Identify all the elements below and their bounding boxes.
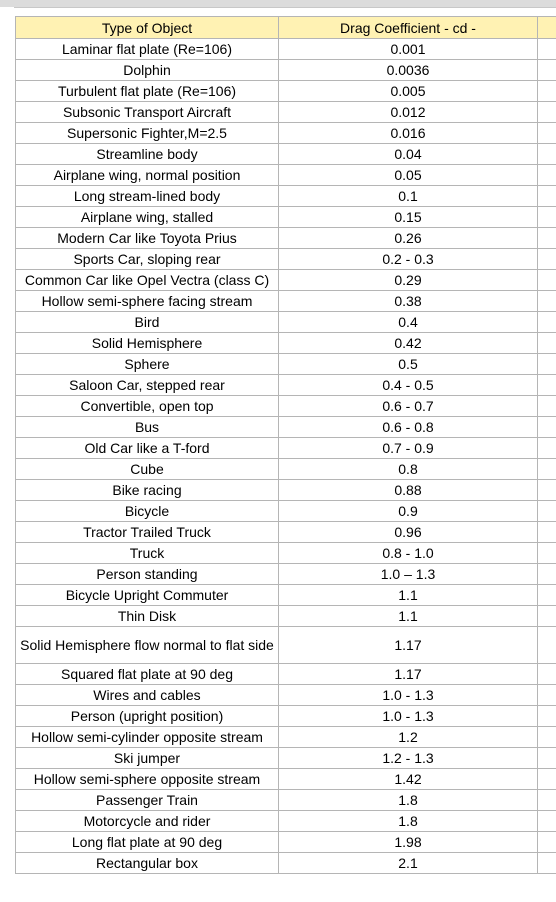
- empty-cell: [538, 606, 556, 627]
- empty-cell: [538, 60, 556, 81]
- cd-cell: 1.17: [279, 664, 538, 685]
- object-cell: Subsonic Transport Aircraft: [16, 102, 279, 123]
- table-row: [16, 606, 556, 627]
- empty-cell: [538, 832, 556, 853]
- table-row: [16, 501, 556, 522]
- object-cell: Saloon Car, stepped rear: [16, 375, 279, 396]
- object-cell: Modern Car like Toyota Prius: [16, 228, 279, 249]
- table-row: [16, 459, 556, 480]
- object-cell: Cube: [16, 459, 279, 480]
- window-top-border: [0, 0, 556, 8]
- cd-cell: 1.98: [279, 832, 538, 853]
- table-row: [16, 664, 556, 685]
- empty-cell: [538, 270, 556, 291]
- object-cell: Hollow semi-cylinder opposite stream: [16, 727, 279, 748]
- table-row: [16, 228, 556, 249]
- object-cell: Person standing: [16, 564, 279, 585]
- empty-cell: [538, 748, 556, 769]
- cd-cell: 0.6 - 0.8: [279, 417, 538, 438]
- cd-cell: 1.42: [279, 769, 538, 790]
- object-cell: Passenger Train: [16, 790, 279, 811]
- header-drag-coefficient: Drag Coefficient - cd -: [279, 17, 538, 39]
- table-row: [16, 81, 556, 102]
- object-cell: Old Car like a T-ford: [16, 438, 279, 459]
- empty-cell: [538, 144, 556, 165]
- cd-cell: 1.2: [279, 727, 538, 748]
- cd-cell: 1.0 - 1.3: [279, 706, 538, 727]
- empty-cell: [538, 165, 556, 186]
- object-cell: Ski jumper: [16, 748, 279, 769]
- table-row: [16, 207, 556, 228]
- cd-cell: 0.15: [279, 207, 538, 228]
- empty-cell: [538, 480, 556, 501]
- object-cell: Bird: [16, 312, 279, 333]
- empty-cell: [538, 375, 556, 396]
- object-cell: Bus: [16, 417, 279, 438]
- object-cell: Streamline body: [16, 144, 279, 165]
- empty-cell: [538, 790, 556, 811]
- empty-cell: [538, 123, 556, 144]
- cd-cell: 0.05: [279, 165, 538, 186]
- empty-cell: [538, 312, 556, 333]
- cd-cell: 0.9: [279, 501, 538, 522]
- object-cell: Common Car like Opel Vectra (class C): [16, 270, 279, 291]
- cd-cell: 0.1: [279, 186, 538, 207]
- empty-cell: [538, 564, 556, 585]
- object-cell: Solid Hemisphere flow normal to flat side: [16, 627, 279, 664]
- empty-cell: [538, 543, 556, 564]
- table-row: [16, 769, 556, 790]
- table-row: [16, 60, 556, 81]
- empty-cell: [538, 396, 556, 417]
- cd-cell: 0.8 - 1.0: [279, 543, 538, 564]
- object-cell: Supersonic Fighter,M=2.5: [16, 123, 279, 144]
- cd-cell: 1.0 - 1.3: [279, 685, 538, 706]
- empty-cell: [538, 685, 556, 706]
- cd-cell: 0.005: [279, 81, 538, 102]
- table-row: [16, 832, 556, 853]
- cd-cell: 0.012: [279, 102, 538, 123]
- table-row: [16, 102, 556, 123]
- object-cell: Airplane wing, stalled: [16, 207, 279, 228]
- table-row: [16, 543, 556, 564]
- table-row: [16, 417, 556, 438]
- empty-cell: [538, 585, 556, 606]
- empty-cell: [538, 291, 556, 312]
- object-cell: Solid Hemisphere: [16, 333, 279, 354]
- cd-cell: 0.7 - 0.9: [279, 438, 538, 459]
- cd-cell: 0.4 - 0.5: [279, 375, 538, 396]
- drag-coefficient-table: [15, 16, 556, 874]
- cd-cell: 1.17: [279, 627, 538, 664]
- object-cell: Laminar flat plate (Re=106): [16, 39, 279, 60]
- object-cell: Motorcycle and rider: [16, 811, 279, 832]
- table-row: [16, 790, 556, 811]
- table-row: [16, 480, 556, 501]
- object-cell: Turbulent flat plate (Re=106): [16, 81, 279, 102]
- empty-cell: [538, 228, 556, 249]
- empty-cell: [538, 853, 556, 874]
- object-cell: Wires and cables: [16, 685, 279, 706]
- header-row: [16, 17, 556, 39]
- cd-cell: 0.016: [279, 123, 538, 144]
- object-cell: Squared flat plate at 90 deg: [16, 664, 279, 685]
- cd-cell: 1.1: [279, 585, 538, 606]
- object-cell: Long stream-lined body: [16, 186, 279, 207]
- table-row: [16, 312, 556, 333]
- object-cell: Bike racing: [16, 480, 279, 501]
- empty-cell: [538, 249, 556, 270]
- table-row: [16, 438, 556, 459]
- table-row: [16, 375, 556, 396]
- cd-cell: 0.5: [279, 354, 538, 375]
- cd-cell: 0.88: [279, 480, 538, 501]
- cd-cell: 1.8: [279, 811, 538, 832]
- object-cell: Truck: [16, 543, 279, 564]
- object-cell: Dolphin: [16, 60, 279, 81]
- table-row: [16, 811, 556, 832]
- cd-cell: 0.04: [279, 144, 538, 165]
- table-row: [16, 270, 556, 291]
- table-row: [16, 585, 556, 606]
- empty-cell: [538, 522, 556, 543]
- object-cell: Hollow semi-sphere opposite stream: [16, 769, 279, 790]
- empty-cell: [538, 81, 556, 102]
- table-row: [16, 165, 556, 186]
- object-cell: Person (upright position): [16, 706, 279, 727]
- table-row: [16, 727, 556, 748]
- empty-cell: [538, 207, 556, 228]
- table-row: [16, 123, 556, 144]
- cd-cell: 0.26: [279, 228, 538, 249]
- cd-cell: 0.29: [279, 270, 538, 291]
- table-row: [16, 627, 556, 664]
- cd-cell: 0.8: [279, 459, 538, 480]
- cd-cell: 0.0036: [279, 60, 538, 81]
- table-row: [16, 522, 556, 543]
- table-row: [16, 354, 556, 375]
- empty-cell: [538, 727, 556, 748]
- table-row: [16, 291, 556, 312]
- empty-cell: [538, 354, 556, 375]
- table-row: [16, 706, 556, 727]
- empty-cell: [538, 627, 556, 664]
- object-cell: Hollow semi-sphere facing stream: [16, 291, 279, 312]
- object-cell: Sports Car, sloping rear: [16, 249, 279, 270]
- object-cell: Bicycle Upright Commuter: [16, 585, 279, 606]
- cd-cell: 1.0 – 1.3: [279, 564, 538, 585]
- empty-cell: [538, 417, 556, 438]
- object-cell: Sphere: [16, 354, 279, 375]
- header-type-of-object: Type of Object: [16, 17, 279, 39]
- object-cell: Tractor Trailed Truck: [16, 522, 279, 543]
- table-row: [16, 249, 556, 270]
- cd-cell: 0.96: [279, 522, 538, 543]
- table-row: [16, 186, 556, 207]
- table-row: [16, 748, 556, 769]
- object-cell: Rectangular box: [16, 853, 279, 874]
- cd-cell: 0.2 - 0.3: [279, 249, 538, 270]
- cd-cell: 1.1: [279, 606, 538, 627]
- object-cell: Thin Disk: [16, 606, 279, 627]
- empty-cell: [538, 333, 556, 354]
- empty-cell: [538, 706, 556, 727]
- table-body: [16, 39, 556, 874]
- empty-cell: [538, 39, 556, 60]
- table-row: [16, 564, 556, 585]
- cd-cell: 0.4: [279, 312, 538, 333]
- object-cell: Bicycle: [16, 501, 279, 522]
- table-row: [16, 333, 556, 354]
- object-cell: Convertible, open top: [16, 396, 279, 417]
- table-row: [16, 853, 556, 874]
- cd-cell: 2.1: [279, 853, 538, 874]
- empty-cell: [538, 664, 556, 685]
- window-left-margin: [0, 7, 14, 902]
- object-cell: Long flat plate at 90 deg: [16, 832, 279, 853]
- cd-cell: 0.6 - 0.7: [279, 396, 538, 417]
- cd-cell: 1.8: [279, 790, 538, 811]
- empty-cell: [538, 186, 556, 207]
- table-row: [16, 39, 556, 60]
- empty-cell: [538, 102, 556, 123]
- cd-cell: 0.001: [279, 39, 538, 60]
- table-row: [16, 685, 556, 706]
- cd-cell: 0.42: [279, 333, 538, 354]
- empty-cell: [538, 811, 556, 832]
- empty-cell: [538, 459, 556, 480]
- empty-cell: [538, 501, 556, 522]
- object-cell: Airplane wing, normal position: [16, 165, 279, 186]
- empty-column-header: [538, 17, 556, 39]
- cd-cell: 0.38: [279, 291, 538, 312]
- table-row: [16, 396, 556, 417]
- table-row: [16, 144, 556, 165]
- empty-cell: [538, 769, 556, 790]
- cd-cell: 1.2 - 1.3: [279, 748, 538, 769]
- empty-cell: [538, 438, 556, 459]
